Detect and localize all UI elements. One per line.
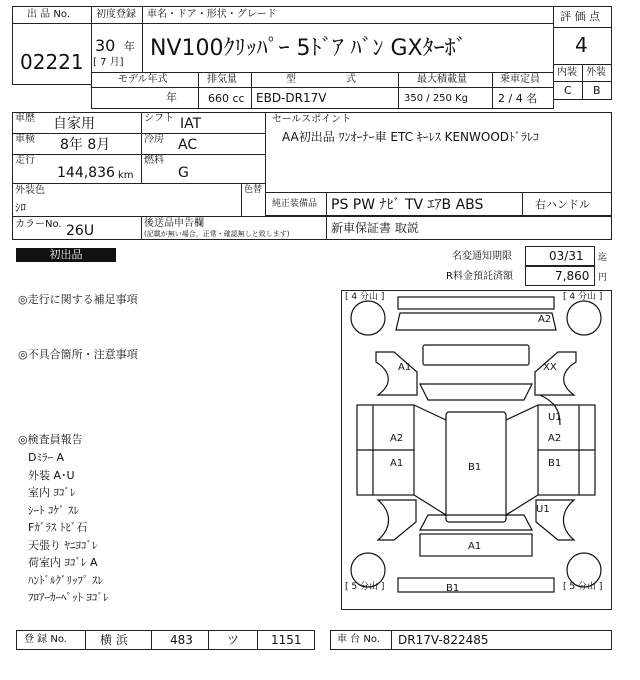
front-panel-shape	[396, 313, 556, 330]
ext-color-label: 外装色	[15, 185, 45, 196]
inspector-heading: ◎検査員報告	[18, 433, 83, 446]
name-change: 03/31	[549, 249, 584, 263]
mark-right-rear-quarter: U1	[536, 504, 550, 515]
right-front-fender-shape	[535, 352, 576, 395]
history: 自家用	[53, 116, 95, 132]
warranty: 新車保証書 取説	[331, 221, 419, 235]
sales-point: AA初出品 ﾜﾝｵｰﾅｰ車 ETC ｷｰﾚｽ KENWOODﾄﾞﾗﾚｺ	[282, 130, 540, 144]
mark-right-rear-door: A2	[548, 433, 562, 444]
inspector-report-line: ｼｰﾄ ｺｹﾞ ｽﾚ	[28, 503, 79, 517]
reg-class: 483	[170, 633, 193, 647]
color-change-label: 色替	[244, 185, 263, 195]
mileage-label: 走行	[15, 155, 35, 166]
model-year-unit: 年	[166, 91, 177, 104]
rear-right-tire	[567, 553, 601, 587]
mark-right-slide: B1	[548, 458, 562, 469]
capacity: 2 / 4 名	[498, 92, 538, 105]
mileage-unit: km	[118, 170, 134, 181]
recycle-label: R料金預託済額	[446, 271, 513, 282]
first-reg-label: 初度登録	[96, 9, 136, 20]
tire-rear-left: [ 5 分山 ]	[345, 582, 385, 592]
front-right-tire	[567, 301, 601, 335]
mark-right-front-door: U1	[548, 412, 562, 423]
inspector-report-line: ﾌﾛｱｰｶｰﾍﾟｯﾄ ﾖｺﾞﾚ	[28, 591, 109, 604]
chassis-label: 車 台 No.	[337, 634, 380, 645]
ac-label: 冷房	[144, 134, 164, 145]
left-front-fender-shape	[376, 352, 417, 395]
fuel: G	[178, 165, 189, 181]
shift: IAT	[180, 116, 202, 132]
lot-label: 出 品 No.	[27, 9, 70, 20]
aftermarket-note: (記載が無い場合，正常・確認無しと致します)	[144, 230, 290, 238]
car-name-label: 車名・ドア・形状・グレード	[147, 9, 277, 20]
defects-heading: ◎不具合箇所・注意事項	[18, 348, 138, 361]
rear-bumper-shape	[398, 578, 554, 592]
type: EBD-DR17V	[256, 91, 327, 105]
load-label: 最大積載量	[417, 74, 467, 85]
inspection: 8年 8月	[60, 137, 111, 153]
inspector-report-line: Fｶﾞﾗｽ ﾄﾋﾞ石	[28, 521, 88, 534]
history-label: 車歴	[15, 113, 35, 124]
ac: AC	[178, 137, 198, 153]
equipment: PS PW ﾅﾋﾞ TV ｴｱB ABS	[331, 197, 484, 213]
inspector-report-line: ﾊﾝﾄﾞﾙｸﾞﾘｯﾌﾟ ｽﾚ	[28, 573, 103, 587]
sales-point-label: セールスポイント	[272, 114, 352, 125]
name-change-label: 名変通知期限	[452, 251, 512, 262]
windshield-shape	[420, 384, 532, 400]
tire-front-left: [ 4 分山 ]	[345, 292, 385, 302]
model-year-label: モデル年式	[118, 74, 168, 85]
rear-left-tire	[351, 553, 385, 587]
type-label: 型	[286, 74, 296, 85]
reg-number: 1151	[271, 633, 302, 647]
recycle-unit: 円	[598, 273, 608, 283]
inspector-report-line: 天張り ﾔﾆﾖｺﾞﾚ	[28, 538, 98, 552]
mark-rear-bumper: B1	[446, 583, 460, 594]
mark-left-slide: A1	[390, 458, 404, 469]
front-left-tire	[351, 301, 385, 335]
first-listing-badge: 初出品	[16, 248, 116, 262]
tire-rear-right: [ 5 分山 ]	[563, 582, 603, 592]
inspector-report-line: 外装 A･U	[28, 468, 75, 482]
exterior-label: 外装	[586, 67, 606, 78]
inspector-report-line: 荷室内 ﾖｺﾞﾚ A	[28, 556, 98, 569]
fuel-label: 燃料	[144, 155, 164, 166]
inspector-report-line: Dﾐﾗｰ A	[28, 451, 64, 464]
mark-front-bumper: A2	[538, 314, 552, 325]
mark-roof: B1	[468, 462, 482, 473]
score-label: 評 価 点	[560, 10, 600, 23]
first-reg-month: [ 7 月]	[93, 57, 124, 68]
front-bumper-shape	[398, 297, 554, 309]
name-change-unit: 迄	[598, 253, 608, 263]
reg-kana: ツ	[227, 633, 240, 647]
ext-color: ｼﾛ	[15, 201, 26, 214]
mark-back-door: A1	[468, 541, 482, 552]
tire-front-right: [ 4 分山 ]	[563, 292, 603, 302]
car-name: NV100ｸﾘｯﾊﾟｰ 5ﾄﾞｱ ﾊﾞﾝ GXﾀｰﾎﾞ	[150, 36, 467, 61]
first-reg-year: 30	[95, 36, 116, 55]
mark-left-rear-door: A2	[390, 433, 404, 444]
load: 350 / 250 Kg	[404, 93, 468, 104]
recycle: 7,860	[555, 269, 590, 283]
driving-notes-heading: ◎走行に関する補足事項	[18, 293, 138, 306]
interior-label: 内装	[557, 67, 577, 78]
color-no-label: カラーNo.	[15, 219, 62, 230]
capacity-label: 乗車定員	[500, 74, 540, 85]
interior-grade: C	[564, 84, 572, 97]
score-value: 4	[575, 33, 588, 57]
left-rear-quarter-shape	[378, 500, 416, 540]
color-no: 26U	[66, 223, 95, 239]
inspection-label: 車検	[15, 134, 35, 145]
reg-region: 横 浜	[100, 633, 128, 647]
mileage: 144,836	[57, 165, 115, 181]
type-label-2: 式	[346, 74, 356, 85]
displacement: 660 cc	[208, 92, 245, 105]
reg-label: 登 録 No.	[24, 634, 67, 645]
exterior-grade: B	[593, 84, 601, 97]
first-reg-year-unit: 年	[124, 40, 135, 53]
shift-label: シフト	[144, 113, 174, 124]
equipment-label: 純正装備品	[272, 199, 318, 209]
inspector-report-line: 室内 ﾖｺﾞﾚ	[28, 486, 76, 499]
mark-left-front-fender: A1	[398, 362, 412, 373]
displacement-label: 排気量	[207, 74, 237, 85]
steering: 右ハンドル	[535, 198, 590, 211]
hood-shape	[423, 345, 529, 365]
chassis: DR17V-822485	[398, 633, 489, 647]
lot-number: 02221	[20, 50, 84, 74]
aftermarket-label: 後送品申告欄	[144, 218, 204, 229]
mark-right-front-fender: XX	[543, 362, 557, 373]
